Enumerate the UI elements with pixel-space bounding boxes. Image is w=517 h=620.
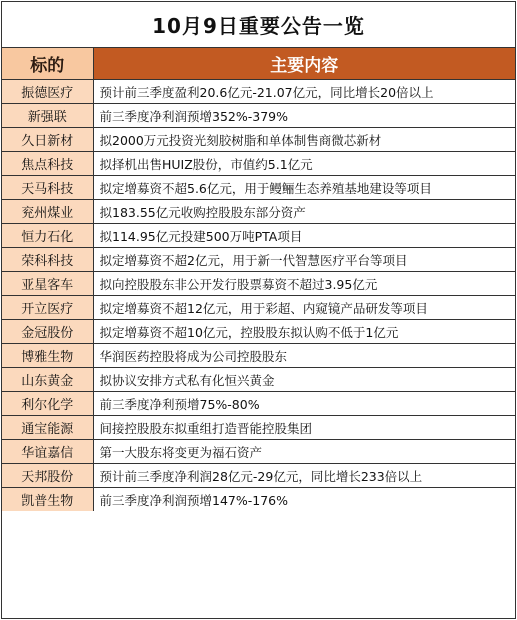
stock-name-cell: 华谊嘉信: [2, 440, 93, 464]
announcement-table-sheet: [1, 1, 516, 619]
table-row: [2, 152, 515, 176]
announcement-content-cell: 拟2000万元投资光刻胶树脂和单体制售商微芯新材: [93, 128, 515, 152]
table-row: [2, 104, 515, 128]
table-row: [2, 80, 515, 104]
stock-name-cell: 荣科科技: [2, 248, 93, 272]
announcement-content-cell: 间接控股股东拟重组打造晋能控股集团: [93, 416, 515, 440]
table-row: [2, 344, 515, 368]
announcement-content-cell: 拟定增募资不超12亿元，用于彩超、内窥镜产品研发等项目: [93, 296, 515, 320]
stock-name-cell: 利尔化学: [2, 392, 93, 416]
announcement-content-cell: 拟定增募资不超5.6亿元，用于鳗鲡生态养殖基地建设等项目: [93, 176, 515, 200]
table-row: [2, 176, 515, 200]
announcement-content-cell: 拟择机出售HUIZ股份，市值约5.1亿元: [93, 152, 515, 176]
table-row: [2, 200, 515, 224]
table-row: [2, 320, 515, 344]
stock-name-cell: 通宝能源: [2, 416, 93, 440]
table-row: [2, 440, 515, 464]
title-row: [2, 2, 515, 48]
table-row: [2, 488, 515, 512]
stock-name-cell: 久日新材: [2, 128, 93, 152]
stock-name-cell: 恒力石化: [2, 224, 93, 248]
announcement-content-cell: 拟定增募资不超2亿元，用于新一代智慧医疗平台等项目: [93, 248, 515, 272]
table-row: [2, 224, 515, 248]
table-row: [2, 296, 515, 320]
table-header-row: [2, 48, 515, 80]
table-row: [2, 368, 515, 392]
table-body: [2, 80, 515, 512]
table-row: [2, 464, 515, 488]
stock-name-cell: 天邦股份: [2, 464, 93, 488]
page-title: 10月9日重要公告一览: [152, 14, 365, 38]
announcement-content-cell: 前三季度净利预增75%-80%: [93, 392, 515, 416]
announcement-content-cell: 拟定增募资不超10亿元，控股股东拟认购不低于1亿元: [93, 320, 515, 344]
stock-name-cell: 开立医疗: [2, 296, 93, 320]
stock-name-cell: 亚星客车: [2, 272, 93, 296]
announcement-content-cell: 前三季度净利润预增352%-379%: [93, 104, 515, 128]
stock-name-cell: 博雅生物: [2, 344, 93, 368]
stock-name-cell: 金冠股份: [2, 320, 93, 344]
header-name: 标的: [2, 48, 93, 80]
announcement-content-cell: 预计前三季度盈利20.6亿元-21.07亿元，同比增长20倍以上: [93, 80, 515, 104]
stock-name-cell: 新强联: [2, 104, 93, 128]
announcement-content-cell: 华润医药控股将成为公司控股股东: [93, 344, 515, 368]
announcement-content-cell: 拟向控股股东非公开发行股票募资不超过3.95亿元: [93, 272, 515, 296]
stock-name-cell: 焦点科技: [2, 152, 93, 176]
announcement-content-cell: 拟114.95亿元投建500万吨PTA项目: [93, 224, 515, 248]
stock-name-cell: 凯普生物: [2, 488, 93, 512]
announcement-content-cell: 第一大股东将变更为福石资产: [93, 440, 515, 464]
announcement-table: [2, 48, 515, 511]
table-row: [2, 248, 515, 272]
header-content: 主要内容: [93, 48, 515, 80]
stock-name-cell: 天马科技: [2, 176, 93, 200]
announcement-content-cell: 前三季度净利润预增147%-176%: [93, 488, 515, 512]
table-row: [2, 416, 515, 440]
stock-name-cell: 山东黄金: [2, 368, 93, 392]
stock-name-cell: 振德医疗: [2, 80, 93, 104]
announcement-content-cell: 拟183.55亿元收购控股股东部分资产: [93, 200, 515, 224]
announcement-content-cell: 拟协议安排方式私有化恒兴黄金: [93, 368, 515, 392]
table-row: [2, 272, 515, 296]
table-row: [2, 128, 515, 152]
stock-name-cell: 兖州煤业: [2, 200, 93, 224]
announcement-content-cell: 预计前三季度净利润28亿元-29亿元，同比增长233倍以上: [93, 464, 515, 488]
table-row: [2, 392, 515, 416]
